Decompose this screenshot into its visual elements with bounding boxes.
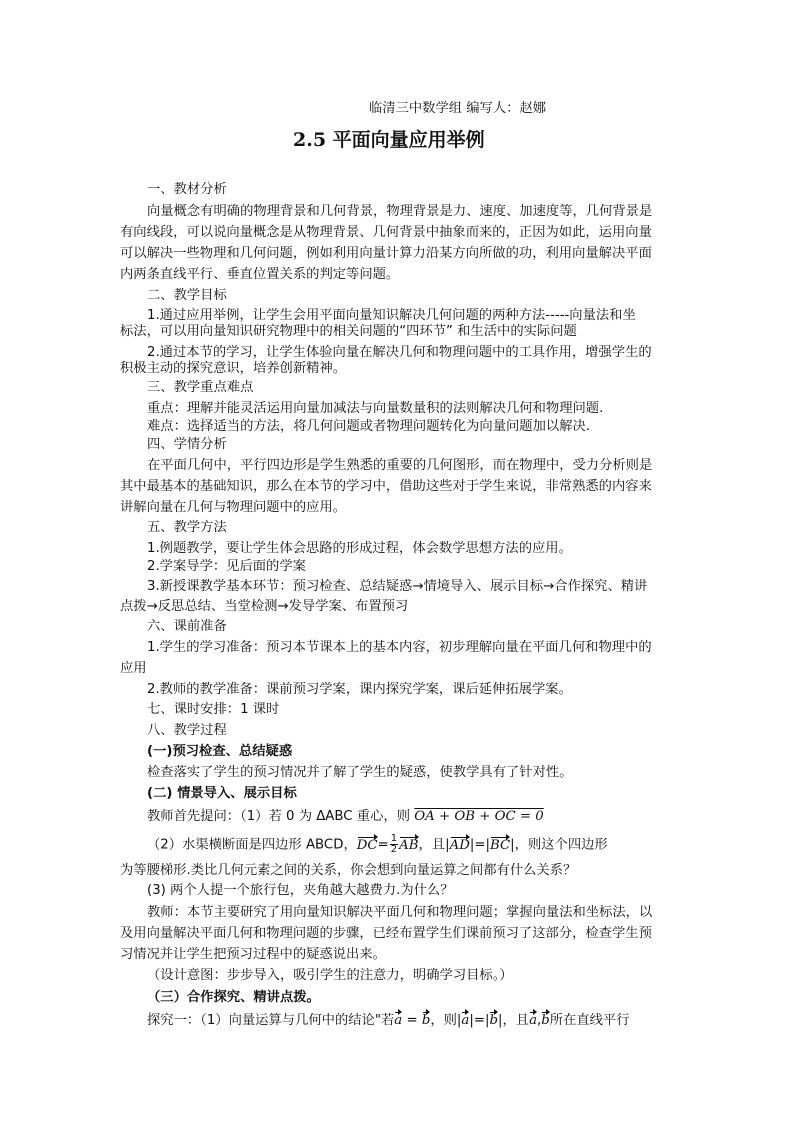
- paragraph-line: 向量概念有明确的物理背景和几何背景，物理背景是力、速度、加速度等，几何背景是: [147, 204, 653, 219]
- subsection-heading: (二) 情景导入、展示目标: [147, 786, 297, 801]
- paragraph-line: 1.例题教学，要让学生体会思路的形成过程，体会数学思想方法的应用。: [147, 541, 572, 556]
- question-1: [147, 808, 544, 826]
- paragraph-line: 3.新授课教学基本环节：预习检查、总结疑惑→情境导入、展示目标→合作探究、精讲: [147, 579, 648, 594]
- paragraph-line: 标法，可以用向量知识研究物理中的相关问题的“四环节” 和生活中的实际问题: [120, 324, 577, 339]
- paragraph-line: 内两条直线平行、垂直位置关系的判定等问题。: [120, 267, 400, 282]
- exploration-part-c: |=|: [469, 1013, 490, 1028]
- question-2-part-b: ，且|: [418, 837, 450, 853]
- question-1-formula: OA + OB + OC = 0: [414, 809, 544, 824]
- vector-bc: BC: [489, 837, 511, 853]
- fraction-numerator: 1: [390, 833, 398, 844]
- subsection-heading: (一)预习检查、总结疑惑: [147, 744, 293, 759]
- question-2: （2）水渠横断面是四边形 ABCD，DC= $\frac{1}{2}$ AB，且|AD|=|BC|，则这个四边形: [147, 833, 608, 855]
- paragraph-line: 在平面几何中，平行四边形是学生熟悉的重要的几何图形，而在物理中，受力分析则是: [147, 458, 653, 473]
- exploration-part-b: ，则|: [430, 1013, 462, 1028]
- section-heading: 四、学情分析: [147, 437, 227, 452]
- paragraph-line: (3) 两个人提一个旅行包，夹角越大越费力.为什么？: [147, 883, 454, 898]
- vector-dc: DC: [356, 837, 378, 853]
- paragraph-line: 讲解向量在几何与物理问题中的应用。: [120, 500, 347, 515]
- author-line: 临清三中数学组 编写人：赵娜: [369, 101, 547, 116]
- vector-a: a: [529, 1013, 537, 1028]
- subsection-heading: （三）合作探究、精讲点拨。: [147, 990, 320, 1005]
- section-heading: 五、教学方法: [147, 520, 227, 535]
- section-heading: 一、教材分析: [147, 182, 227, 197]
- paragraph-line: 可以解决一些物理和几何问题，例如利用向量计算力沿某方向所做的功，利用向量解决平面: [120, 246, 652, 261]
- question-2-part-c: |=|: [469, 837, 490, 853]
- paragraph-line: 重点：理解并能灵活运用向量加减法与向量数量积的法则解决几何和物理问题.: [147, 401, 604, 416]
- vector-b: b: [489, 1013, 498, 1028]
- fraction-denominator: 2: [390, 844, 398, 855]
- vector-b: b: [541, 1013, 550, 1028]
- exploration-part-a: 探究一：（1）向量运算与几何中的结论"若: [147, 1013, 395, 1028]
- vector-ad: AD: [449, 837, 470, 853]
- paragraph-line: 为等腰梯形.类比几何元素之间的关系，你会想到向量运算之间都有什么关系？: [120, 863, 577, 878]
- paragraph-line: 1.通过应用举例，让学生会用平面向量知识解决几何问题的两种方法-----向量法和坐: [147, 308, 636, 323]
- vector-a: a: [394, 1013, 403, 1028]
- paragraph-line: 检查落实了学生的预习情况并了解了学生的疑惑，使教学具有了针对性。: [147, 765, 573, 780]
- question-1-text: 教师首先提问：（1）若 0 为 ΔABC 重心，则: [147, 809, 410, 824]
- paragraph-line: 应用: [120, 661, 147, 676]
- paragraph-line: 2.教师的教学准备：课前预习学案，课内探究学案，课后延伸拓展学案。: [147, 682, 572, 697]
- exploration-line: 探究一：（1）向量运算与几何中的结论"若a = b，则|a|=|b|，且a,b所在直线平行: [147, 1013, 630, 1028]
- paragraph-line: 2.通过本节的学习，让学生体验向量在解决几何和物理问题中的工具作用，增强学生的: [147, 345, 652, 360]
- exploration-part-d: |，且: [497, 1013, 530, 1028]
- paragraph-line: 及用向量解决平面几何和物理问题的步骤，已经布置学生们课前预习了这部分，检查学生预: [120, 926, 652, 941]
- paragraph-line: 点拨→反思总结、当堂检测→发导学案、布置预习: [120, 599, 409, 614]
- section-heading: 八、教学过程: [147, 723, 227, 738]
- paragraph-line: 习情况并让学生把预习过程中的疑惑说出来。: [120, 947, 386, 962]
- paragraph-line: 1.学生的学习准备：预习本节课本上的基本内容，初步理解向量在平面几何和物理中的: [147, 640, 652, 655]
- paragraph-line: （设计意图：步步导入，吸引学生的注意力，明确学习目标。）: [147, 968, 513, 983]
- vector-a: a: [461, 1013, 470, 1028]
- section-heading: 六、课前准备: [147, 619, 227, 634]
- paragraph-line: 其中最基本的基础知识，那么在本节的学习中，借助这些对于学生来说，非常熟悉的内容来: [120, 479, 652, 494]
- paragraph-line: 积极主动的探究意识，培养创新精神。: [120, 361, 347, 376]
- page-title: 2.5 平面向量应用举例: [293, 129, 485, 151]
- paragraph-line: 教师：本节主要研究了用向量知识解决平面几何和物理问题；掌握向量法和坐标法，以: [147, 905, 653, 920]
- question-2-part-a: （2）水渠横断面是四边形 ABCD，: [147, 837, 357, 853]
- exploration-part-e: 所在直线平行: [549, 1013, 630, 1028]
- section-heading: 七、课时安排：1 课时: [147, 702, 280, 717]
- paragraph-line: 2.学案导学：见后面的学案: [147, 559, 306, 574]
- fraction-one-half: [390, 834, 398, 855]
- section-heading: 二、教学目标: [147, 288, 227, 303]
- question-2-part-d: |，则这个四边形: [510, 837, 608, 853]
- vector-b: b: [421, 1013, 431, 1028]
- section-heading: 三、教学重点难点: [147, 380, 254, 395]
- vector-ab: AB: [399, 837, 419, 853]
- paragraph-line: 难点：选择适当的方法，将几何问题或者物理问题转化为向量问题加以解决.: [147, 419, 591, 434]
- paragraph-line: 有向线段，可以说向量概念是从物理背景、几何背景中抽象而来的，正因为如此，运用向量: [120, 225, 652, 240]
